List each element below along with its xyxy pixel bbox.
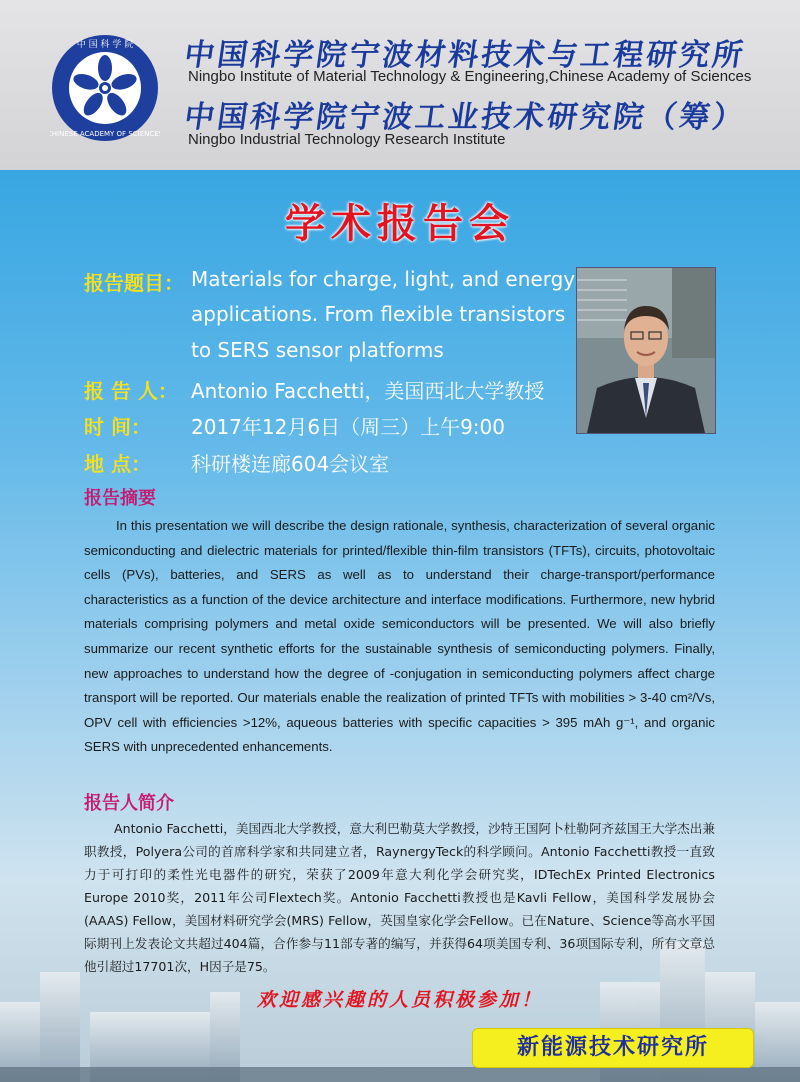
institute-name-en: Ningbo Institute of Material Technology & Engineering,Chinese Academy of Sciences (188, 68, 752, 85)
research-institute-name-cn: 中国科学院宁波工业技术研究院（筹） (182, 100, 748, 135)
svg-text:中 国 科 学 院: 中 国 科 学 院 (76, 40, 134, 50)
topic-line-2: applications. From flexible transistors (191, 302, 566, 326)
abstract-text: In this presentation we will describe the design rationale, synthesis, characterization of several organic semiconducting and dielectric materials for printed/flexible thin-film transistors (TFTs), circuits, photovoltaic cells (PVs), batteries, and SERS as well as to understand their charge-transport/performance characteristics as a function of the device architecture and interface modifications. Furthermore, new hybrid materials comprising polymers and metal oxide semiconductors will be presented. We will also briefly summarize our recent synthetic efforts for the sustainable synthesis of semiconducting polymers. Finally, new approaches to understand how the degree of -conjugation in semiconducting polymers affect charge transport will be reported. Our materials enable the realization of printed TFTs with mobilities > 3-40 cm²/Vs, OPV cell with efficiencies >12%, aqueous batteries with specific capacities > 395 mAh g⁻¹, and organic SERS with unprecedented enhancements. (84, 518, 715, 755)
place-label: 地 点： (84, 452, 151, 476)
header-banner (0, 0, 800, 170)
time-label: 时 间： (84, 415, 151, 439)
time-value: 2017年12月6日（周三）上午9:00 (191, 415, 505, 439)
speaker-value: Antonio Facchetti，美国西北大学教授 (191, 379, 545, 403)
topic-line-1: Materials for charge, light, and energy (191, 267, 576, 291)
cas-logo (50, 33, 160, 143)
bio-text: Antonio Facchetti，美国西北大学教授，意大利巴勒莫大学教授，沙特王国阿卜杜勒阿齐兹国王大学杰出兼职教授，Polyera公司的首席科学家和共同建立者，RaynergyTeck的科学顾问。Antonio Facchetti教授一直致力于可打印的柔性光电器件的研究，荣获了2009年意大利化学会研究奖，IDTechEx Printed Electronics Europe 2010奖，2011年公司Flextech奖。Antonio Facchetti教授也是Kavli Fellow，美国科学发展协会(AAAS) Fellow，美国材料研究学会(MRS) Fellow，英国皇家化学会Fellow。已在Nature、Science等高水平国际期刊上发表论文共超过404篇，合作参与11部专著的编写，并获得64项美国专利、36项国际专利，所有文章总他引超过17701次，H因子是75。 (84, 821, 715, 974)
department-badge: 新能源技术研究所 (472, 1028, 754, 1068)
topic-line-3: to SERS sensor platforms (191, 338, 444, 362)
research-institute-name-en: Ningbo Industrial Technology Research Institute (188, 131, 506, 148)
bio-heading: 报告人简介 (84, 793, 174, 814)
speaker-label: 报 告 人： (84, 379, 178, 403)
institute-name-cn: 中国科学院宁波材料技术与工程研究所 (182, 38, 748, 73)
place-value: 科研楼连廊604会议室 (191, 452, 390, 476)
speaker-photo (576, 267, 716, 434)
page-title: 学术报告会 (285, 200, 515, 247)
svg-text:CHINESE ACADEMY OF SCIENCES: CHINESE ACADEMY OF SCIENCES (50, 130, 160, 138)
abstract-heading: 报告摘要 (84, 488, 156, 509)
welcome-message: 欢迎感兴趣的人员积极参加！ (256, 989, 543, 1011)
poster-body (0, 170, 800, 1082)
topic-label: 报告题目： (84, 271, 184, 295)
